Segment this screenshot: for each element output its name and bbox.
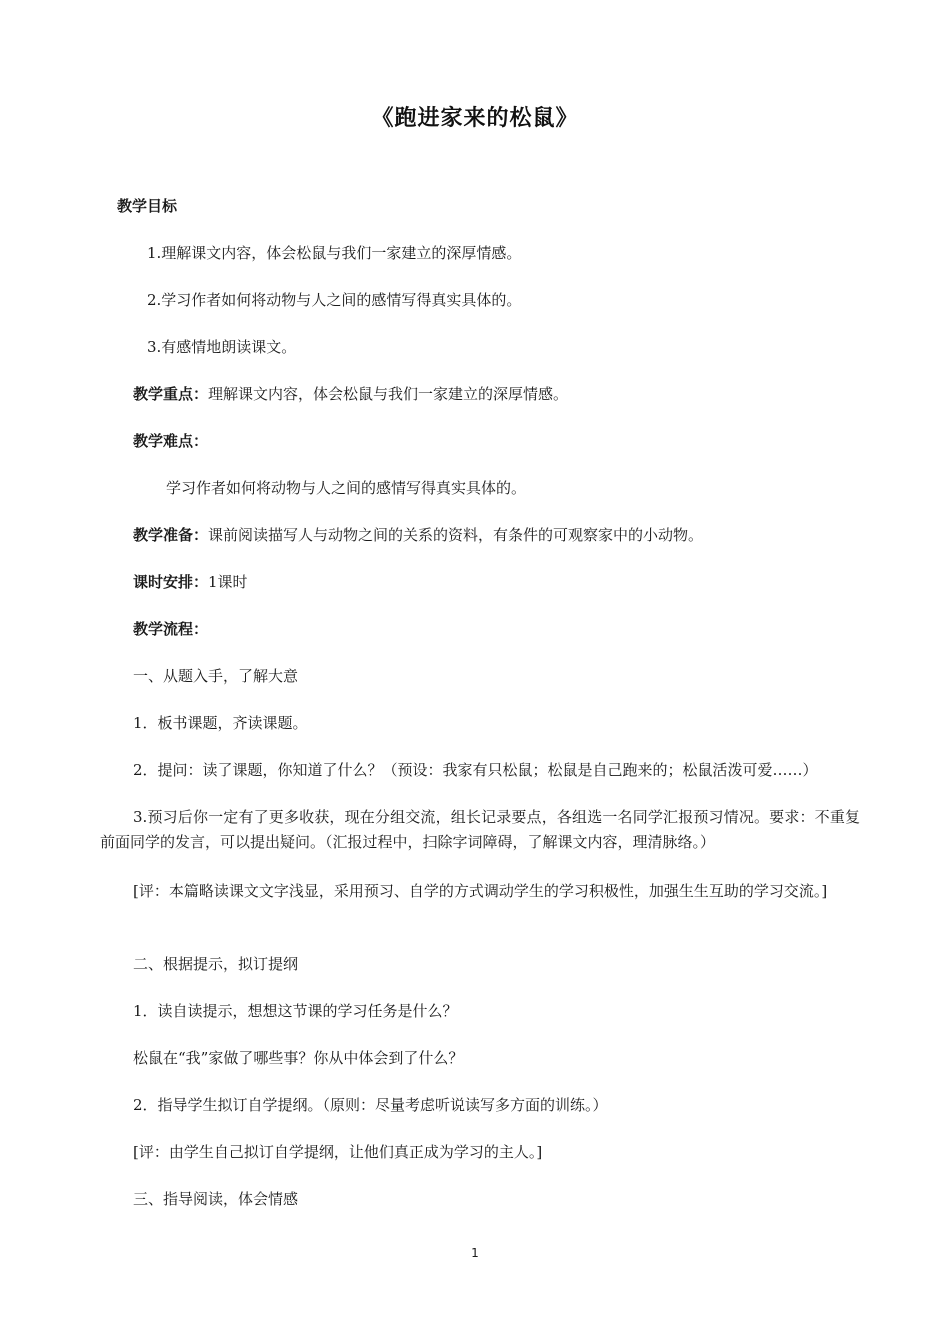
schedule-label: 课时安排： [133,573,209,591]
objective-item-2: 2.学习作者如何将动物与人之间的感情写得真实具体的。 [147,291,522,309]
schedule-text: 1课时 [208,573,248,591]
section-2-heading: 二、根据提示，拟订提纲 [133,955,299,973]
objectives-heading: 教学目标 [117,197,178,215]
key-point-text: 理解课文内容，体会松鼠与我们一家建立的深厚情感。 [208,385,569,403]
objective-item-3: 3.有感情地朗读课文。 [147,338,297,356]
process-label: 教学流程： [133,620,209,638]
section-1-comment: [评：本篇略读课文文字浅显，采用预习、自学的方式调动学生的学习积极性，加强生生互助的学习交流。] [133,882,828,900]
section-1-item-3: 3.预习后你一定有了更多收获，现在分组交流，组长记录要点，各组选一名同学汇报预习情况。要求：不重复前面同学的发言，可以提出疑问。（汇报过程中，扫除字词障碍，了解课文内容，理清脉络。） [100,808,860,851]
section-2-question: 松鼠在“我”家做了哪些事？你从中体会到了什么？ [133,1049,464,1067]
preparation-text: 课前阅读描写人与动物之间的关系的资料，有条件的可观察家中的小动物。 [208,526,704,544]
difficulty-text: 学习作者如何将动物与人之间的感情写得真实具体的。 [166,479,527,497]
section-2-comment: [评：由学生自己拟订自学提纲，让他们真正成为学习的主人。] [133,1143,543,1161]
key-point-label: 教学重点： [133,385,209,403]
schedule-line [133,571,248,593]
objective-item-1: 1.理解课文内容，体会松鼠与我们一家建立的深厚情感。 [147,244,522,262]
page-number: 1 [471,1246,479,1260]
preparation-label: 教学准备： [133,526,209,544]
difficulty-label: 教学难点： [133,432,209,450]
section-2-item-1: 1．读自读提示，想想这节课的学习任务是什么？ [133,1002,458,1020]
section-1-heading: 一、从题入手，了解大意 [133,667,299,685]
section-3-heading: 三、指导阅读，体会情感 [133,1190,299,1208]
document-title: 《跑进家来的松鼠》 [371,106,579,131]
section-2-item-2: 2．指导学生拟订自学提纲。（原则：尽量考虑听说读写多方面的训练。） [133,1096,608,1114]
key-point-line [133,383,568,405]
section-1-item-2: 2．提问：读了课题，你知道了什么？（预设：我家有只松鼠；松鼠是自己跑来的；松鼠活泼可爱……） [133,761,818,779]
preparation-line [133,524,703,546]
section-1-item-1: 1．板书课题，齐读课题。 [133,714,308,732]
